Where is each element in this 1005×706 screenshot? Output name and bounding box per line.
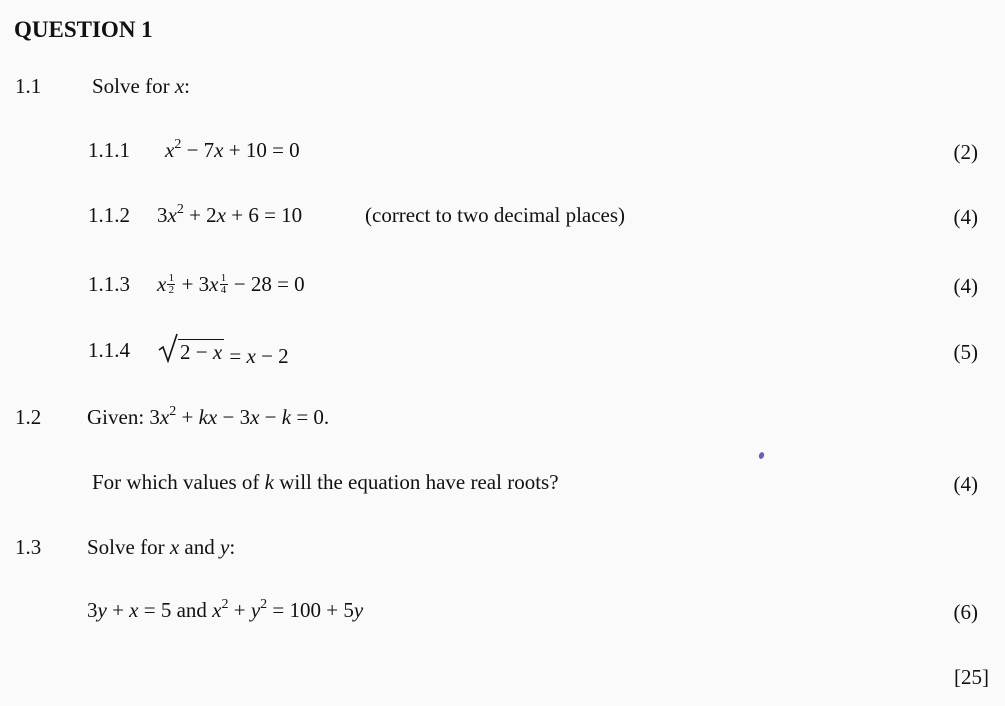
q1-1-1-equation: $x^2 - 7x + 10 = 0$ bbox=[165, 137, 300, 162]
q1-2-question bbox=[92, 472, 559, 493]
q1-1-prompt-var: x bbox=[174, 74, 185, 98]
q1-1-3-number: 1.1.3 bbox=[88, 272, 130, 296]
q1-3-prompt-text: Solve for bbox=[87, 535, 170, 559]
q1-3-and: and bbox=[179, 535, 220, 559]
q1-1-number: 1.1 bbox=[15, 74, 42, 98]
q1-1-3-marks: (4) bbox=[953, 274, 978, 298]
q1-2-question-pre: For which values of bbox=[92, 470, 265, 494]
ink-dot bbox=[758, 451, 765, 459]
question-heading: QUESTION 1 bbox=[14, 17, 153, 42]
q1-3-conjunction: and bbox=[176, 598, 207, 622]
q1-3-number: 1.3 bbox=[15, 535, 42, 559]
q1-1-2-number: 1.1.2 bbox=[88, 203, 130, 227]
q1-3-var-x: x bbox=[169, 535, 180, 559]
q1-1-1-marks: (2) bbox=[953, 140, 978, 164]
total-marks: [25] bbox=[954, 665, 989, 689]
q1-3-colon: : bbox=[229, 535, 236, 559]
q1-2-given-label: Given: bbox=[87, 405, 145, 429]
q1-1-prompt-text: Solve for bbox=[92, 74, 175, 98]
q1-1-3-equation: x $\frac{1}{2}$ + 3x $\frac{1}{4}$ − 28 = 0 bbox=[157, 272, 305, 296]
q1-1-4-number: 1.1.4 bbox=[88, 338, 130, 362]
q1-2-marks: (4) bbox=[953, 472, 978, 496]
q1-1-1-number: 1.1.1 bbox=[88, 138, 130, 162]
q1-2-question-post: will the equation have real roots? bbox=[273, 470, 559, 494]
q1-1-prompt-colon: : bbox=[184, 74, 190, 98]
square-root-sign bbox=[158, 333, 178, 363]
q1-2-given: Given: $3x^2$ + kx − 3x − k = 0. bbox=[87, 404, 330, 429]
q1-1-2-equation: $3x^2 + 2x + 6 = 10$ bbox=[157, 202, 303, 227]
q1-1-2-marks: (4) bbox=[953, 205, 978, 229]
q1-3-prompt bbox=[87, 537, 235, 558]
q1-2-number: 1.2 bbox=[15, 405, 42, 429]
q1-1-4-marks: (5) bbox=[953, 340, 978, 364]
q1-1-4-equation: 2 − x = x − 2 bbox=[158, 333, 289, 367]
q1-3-marks: (6) bbox=[953, 600, 978, 624]
q1-3-var-y: y bbox=[219, 535, 230, 559]
q1-1-2-note: (correct to two decimal places) bbox=[365, 203, 626, 227]
q1-1-prompt bbox=[92, 76, 190, 97]
q1-3-equations: 3y + x = 5 and $x^2 + y^2 = 100 + 5y$ bbox=[87, 597, 364, 622]
q1-2-question-var: k bbox=[264, 470, 274, 494]
